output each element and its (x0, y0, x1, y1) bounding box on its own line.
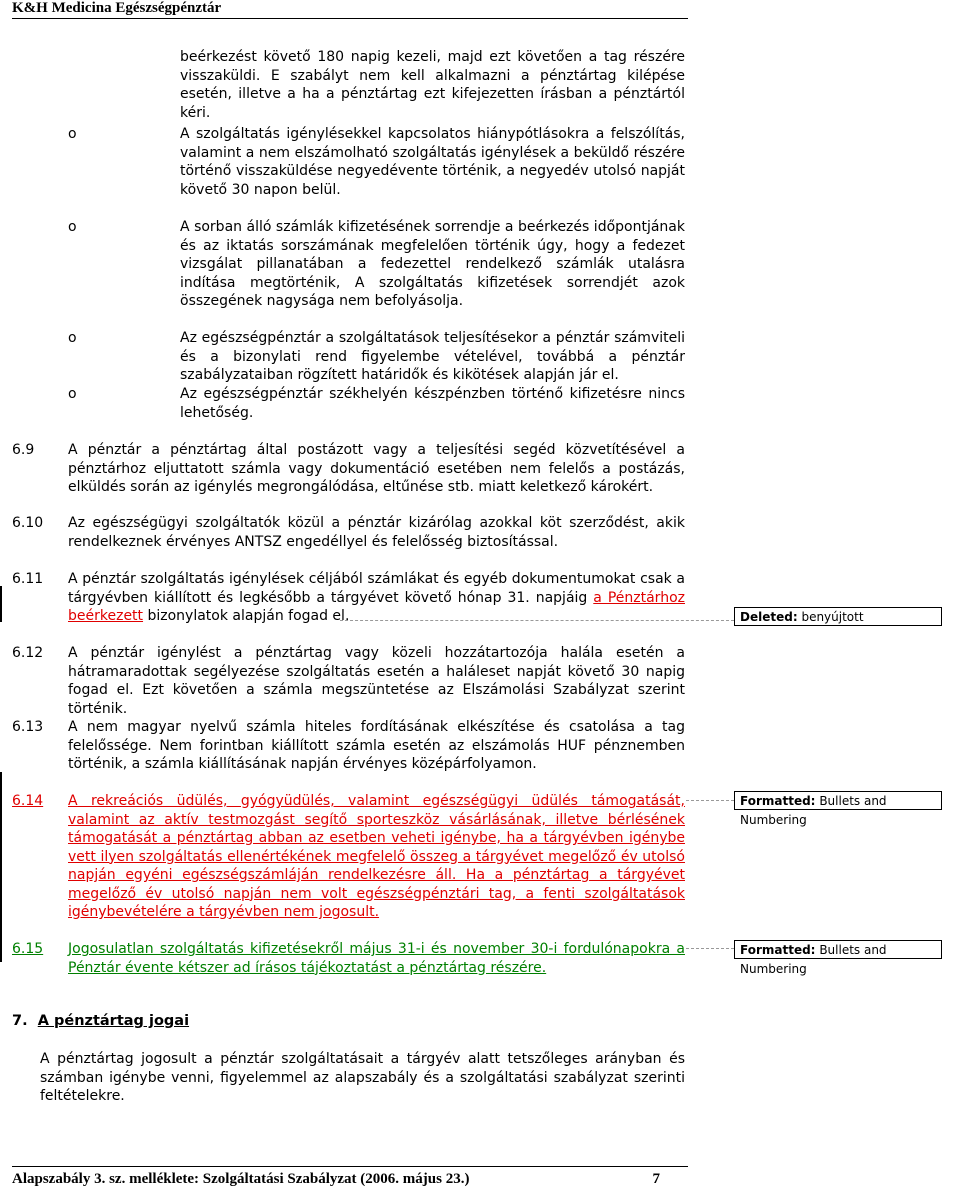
change-bar (0, 586, 2, 622)
bullet-text: Az egészségpénztár székhelyén készpénzben történő kifizetésre nincs lehetőség. (180, 386, 685, 421)
section-text-inserted: A rekreációs üdülés, gyógyüdülés, valamint egészségügyi üdülés támogatását, valamint az aktív testmozgást segítő sporteszköz vásárlásának, illetve bérlésének támogatását a pénztártag abban az esetben veheti igénybe, ha a tárgyévben igénybe vett ilyen szolgáltatás ellenértékének megfelelő összeg a tárgyévet megelőző év utolsó napján egyéni egészségszámláján rendelkezésre áll. Ha a pénztártag a tárgyévet megelőző év utolsó napján nem volt egészségpénztári tag, a fenti szolgáltatások igénybevételére a tárgyévben nem jogosult. (68, 793, 685, 920)
section-heading-title: A pénztártag jogai (37, 1013, 190, 1029)
comment-balloon-deleted[interactable] (734, 607, 942, 626)
bullet-marker: o (68, 219, 77, 235)
inserted-text: beérkezett (68, 608, 144, 624)
bullet-text: Az egészségpénztár a szolgáltatások teljesítésekor a pénztár számviteli és a bizonylati rend figyelembe vételével, továbbá a pénztár szabályzataiban rögzített határidők és kikötések alapján jár el. (180, 330, 685, 383)
header-title: K&H Medicina Egészségpénztár (12, 0, 222, 16)
section-heading-number: 7. (12, 1013, 28, 1029)
comment-leader-line (340, 620, 734, 621)
bullet-marker: o (68, 126, 77, 142)
section-number: 6.11 (12, 571, 44, 587)
section-heading (12, 1013, 189, 1029)
section-text: A pénztár igénylést a pénztártag vagy közeli hozzátartozója halála esetén a hátramaradottak segélyezése szolgáltatás esetén a haláleset napját követő 30 napig fogad el. Ezt követően a számla megszüntetése az Elszámolási Szabályzat szerint történik. (68, 645, 685, 717)
section-text: A pénztár a pénztártag által postázott vagy a teljesítési segéd közvetítésével a pénztárhoz eljuttatott számla vagy dokumentáció esetében nem felelős a postázás, elküldés során az igénylés megrongálódása, eltűnése stb. miatt keletkező károkért. (68, 442, 685, 495)
section-number: 6.10 (12, 515, 44, 531)
comment-balloon-formatted[interactable] (734, 940, 942, 976)
comment-leader-line (686, 800, 734, 801)
section-number: 6.14 (12, 793, 44, 809)
section-text-part: A pénztár szolgáltatás igénylések céljából számlákat és egyéb dokumentumokat csak a tárgyévben kiállított és legkésőbb a tárgyévet követő hónap 31. napjáig (68, 571, 685, 606)
comment-text: benyújtott (801, 610, 864, 624)
bullet-text: A szolgáltatás igénylésekkel kapcsolatos hiánypótlásokra a felszólítás, valamint a nem elszámolható szolgáltatás igénylések a beküldő részére történő visszaküldése negyedévente történik, a negyedév utolsó napját követő 30 napon belül. (180, 126, 685, 198)
change-bar (0, 772, 2, 962)
footer-text: Alapszabály 3. sz. melléklete: Szolgáltatási Szabályzat (2006. május 23.) (12, 1171, 470, 1187)
comment-balloon-formatted[interactable] (734, 791, 942, 827)
comment-text: Bullets and Numbering (740, 794, 887, 827)
section-number: 6.12 (12, 645, 44, 661)
inserted-text: a Pénztárhoz (593, 589, 685, 606)
comment-text: Bullets and Numbering (740, 943, 887, 976)
section-text-part: bizonylatok alapján fogad el. (143, 608, 350, 624)
page-number: 7 (652, 1171, 660, 1187)
section-text: A pénztártag jogosult a pénztár szolgáltatásait a tárgyév alatt tetszőleges arányban és számban igénybe venni, figyelemmel az alapszabály és a szolgáltatási szabályzat szerinti feltételekre. (40, 1051, 685, 1104)
section-text-inserted: Jogosulatlan szolgáltatás kifizetésekről május 31-i és november 30-i fordulónapokra a Pénztár évente kétszer ad írásos tájékoztatást a pénztártag részére. (68, 941, 685, 976)
section-number: 6.9 (12, 442, 35, 458)
intro-paragraph: beérkezést követő 180 napig kezeli, majd ezt követően a tag részére visszaküldi. E szabályt nem kell alkalmazni a pénztártag kilépése esetén, illetve a ha a pénztártag ezt kifejezetten írásban a pénztártól kéri. (180, 49, 685, 121)
section-text: A nem magyar nyelvű számla hiteles fordításának elkészítése és csatolása a tag felelőssége. Nem forintban kiállított számla esetén az elszámolás HUF pénznemben történik, a számla kiállításának napján érvényes középárfolyamon. (68, 719, 685, 772)
section-text: Az egészségügyi szolgáltatók közül a pénztár kizárólag azokkal köt szerződést, akik rendelkeznek érvényes ANTSZ engedéllyel és felelősség biztosítással. (68, 515, 685, 550)
bullet-marker: o (68, 386, 77, 402)
page-header (12, 0, 688, 19)
page-footer (12, 1166, 688, 1188)
comment-label: Deleted: (740, 610, 798, 624)
section-number: 6.13 (12, 719, 44, 735)
section-text (68, 570, 685, 626)
comment-label: Formatted: (740, 943, 816, 957)
comment-label: Formatted: (740, 794, 816, 808)
bullet-marker: o (68, 330, 77, 346)
bullet-text: A sorban álló számlák kifizetésének sorrendje a beérkezés időpontjának és az iktatás sorszámának megfelelően történik úgy, hogy a fedezet vizsgálat pillanatában a fedezettel rendelkező számlák utalásra indítása megtörténik, A szolgáltatás kifizetések sorrendjét azok összegének nagysága nem befolyásolja. (180, 219, 685, 309)
comment-leader-line (686, 948, 734, 949)
section-number: 6.15 (12, 941, 44, 957)
